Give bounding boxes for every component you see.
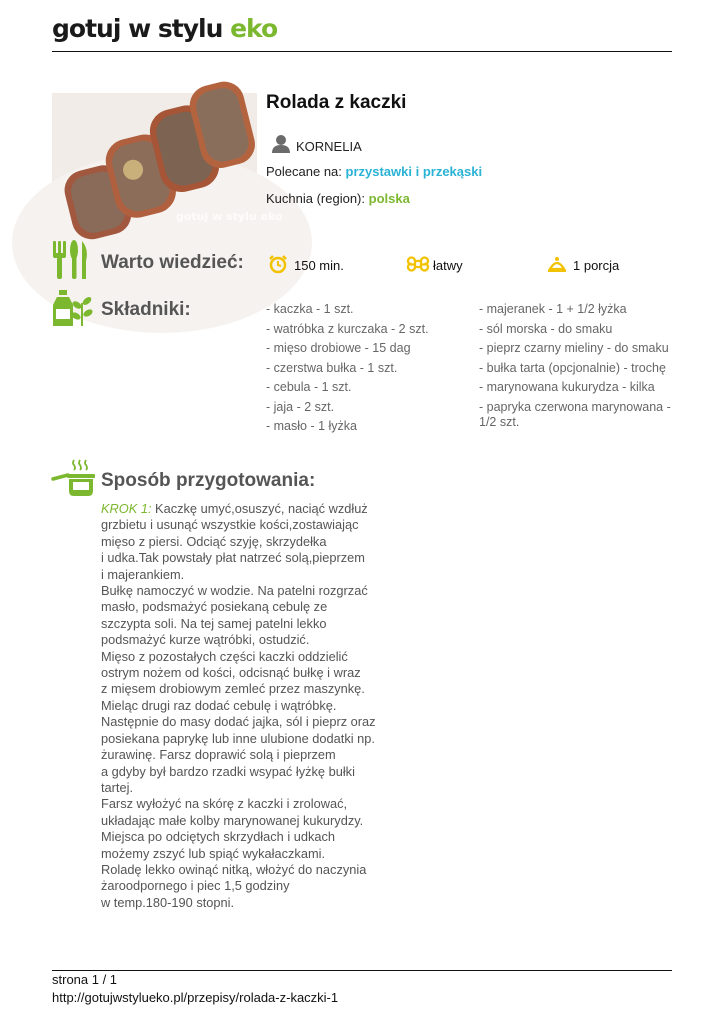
recipe-title: Rolada z kaczki xyxy=(266,92,407,113)
ingredient-item: - kaczka - 1 szt. xyxy=(266,302,354,316)
site-logo[interactable] xyxy=(52,14,277,43)
footer-divider xyxy=(52,970,672,971)
recommended-line xyxy=(266,164,482,179)
ingredient-item: - pieprz czarny mieliny - do smaku xyxy=(479,341,669,355)
ingredients-heading: Składniki: xyxy=(101,299,191,320)
user-icon xyxy=(271,134,291,158)
photo-watermark: gotuj w stylu eko xyxy=(176,210,283,223)
recipe-photo xyxy=(52,93,283,230)
preparation-steps xyxy=(101,501,391,911)
prep-time: 150 min. xyxy=(294,258,344,273)
ingredient-item: - marynowana kukurydza - kilka xyxy=(479,380,655,394)
preparation-heading: Sposób przygotowania: xyxy=(101,470,316,491)
header-divider xyxy=(52,51,672,52)
facts-heading: Warto wiedzieć: xyxy=(101,252,244,273)
ingredients-list-right xyxy=(479,302,684,434)
clock-icon xyxy=(268,254,288,279)
cuisine-label: Kuchnia (region): xyxy=(266,191,369,206)
portion-icon xyxy=(546,254,568,279)
pot-icon xyxy=(52,459,96,502)
ingredient-item: - papryka czerwona marynowana - 1/2 szt. xyxy=(479,399,671,429)
step-label: KROK 1: xyxy=(101,501,152,516)
difficulty-level: łatwy xyxy=(433,258,463,273)
logo-accent: eko xyxy=(230,14,278,43)
cuisine-link[interactable]: polska xyxy=(368,191,410,206)
cutlery-icon xyxy=(52,239,90,284)
recommended-category-link[interactable]: przystawki i przekąski xyxy=(345,164,483,179)
cuisine-line xyxy=(266,191,410,206)
ingredient-item: - masło - 1 łyżka xyxy=(266,419,357,433)
ingredient-item: - majeranek - 1 + 1/2 łyżka xyxy=(479,302,627,316)
step-text: Kaczkę umyć,osuszyć, naciąć wzdłuż grzbietu i usunąć wszystkie kości,zostawiając mięso z piersi. Odciąć szyję, skrzydełka i udka.Tak powstały płat natrzeć solą,pieprzem i majerankiem. Bułkę namoczyć w wodzie. Na patelni rozgrzać masło, podsmażyć posiekaną cebulę ze szczypta soli. Na tej samej patelni lekko podsmażyć kurze wątróbki, ostudzić. Mięso z pozostałych części kaczki oddzielić ostrym nożem od kości, odcisnąć bułkę i wraz z mięsem drobiowym zemleć przez maszynkę. Mieląc drugi raz dodać cebulę i wątróbkę. Następnie do masy dodać jajka, sól i pieprz oraz posiekana paprykę lub inne ulubione dodatki np. żurawinę. Farsz doprawić solą i pieprzem a gdyby był bardzo rzadki wsypać łyżkę bułki tartej. Farsz wyłożyć na skórę z kaczki i zrolować, układając małe kolby marynowanej kukurydzy. Miejsca po odciętych skrzydłach i udkach możemy zszyć lub spiąć wykałaczkami. Roladę lekko owinąć nitką, włożyć do naczynia żaroodpornego i piec 1,5 godziny w temp.180-190 stopni. xyxy=(101,501,376,910)
ingredient-item: - czerstwa bułka - 1 szt. xyxy=(266,360,398,375)
page-number: strona 1 / 1 xyxy=(52,972,118,987)
ingredients-list-left xyxy=(266,302,471,439)
ingredient-item: - cebula - 1 szt. xyxy=(266,380,352,394)
portion-count: 1 porcja xyxy=(573,258,620,273)
ingredient-item: - mięso drobiowe - 15 dag xyxy=(266,341,411,355)
ingredient-item: - sól morska - do smaku xyxy=(479,321,613,336)
source-url[interactable]: http://gotujwstylueko.pl/przepisy/rolada-z-kaczki-1 xyxy=(52,990,339,1005)
recommended-label: Polecane na: xyxy=(266,164,346,179)
ingredient-item: - watróbka z kurczaka - 2 szt. xyxy=(266,321,429,336)
bottle-herb-icon xyxy=(52,289,94,332)
author-name[interactable]: KORNELIA xyxy=(296,139,362,154)
logo-text: gotuj w stylu xyxy=(52,14,231,43)
difficulty-icon xyxy=(408,254,428,279)
ingredient-item: - bułka tarta (opcjonalnie) - trochę xyxy=(479,360,666,375)
ingredient-item: - jaja - 2 szt. xyxy=(266,399,335,414)
